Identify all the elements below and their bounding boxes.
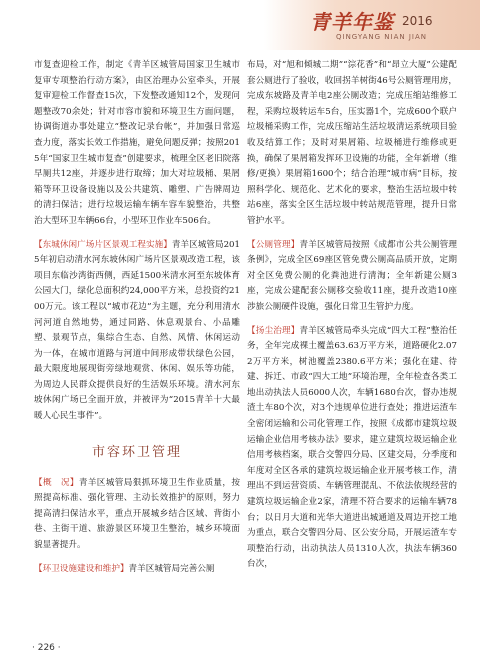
left-column (34, 58, 240, 585)
river-section (34, 238, 240, 425)
logo-year: 2016 (402, 14, 433, 28)
right-column (247, 58, 457, 581)
logo-title: 青羊年鉴 (310, 10, 394, 34)
overview-tag: 【概 况】 (34, 477, 79, 488)
facility-paragraph-cont: 布局，对“旭和倾城二期”“淙花香”和“昂立大厦”公建配套公厕进行了验收，收回拐羊树街46号公厕管理用房，完成东坡路及青羊电2座公厕改造；完成压缩站维修工程，采购垃圾转运车5台，压实器1个，完成600个联户垃圾桶采购工作，完成压缩站生活垃圾清运系统项目验收及结算工作；及时对果屑箱、垃圾桶进行维修或更换，确保了果屑箱发挥环卫设施的功能，全年新增（维修/更换）果屑箱1600个；结合治理“城市病”目标，按照科学化、规范化、艺术化的要求，整治生活垃圾中转站6座，落实全区生活垃圾中转站规范管理，提升日常管护水平。 (247, 60, 457, 226)
page-header (0, 0, 480, 50)
logo-pinyin: QINGYANG NIAN JIAN (336, 33, 427, 41)
toilet-section (247, 238, 457, 316)
toilet-paragraph: 青羊区城管局按照《成都市公共公厕管理条例》，完成全区69座区管免费公厕高品质开放，定期对全区免费公厕的化粪池进行清淘；全年新建公厕3座，完成公建配套公厕移交验收11座，提升改造10座涉旅公厕硬件设施，强化日常卫生管护力度。 (247, 239, 457, 312)
overview-paragraph: 青羊区城管局狠抓环境卫生作业质量，按照提高标准、强化管理、主动长效推护的原则，努力提高清扫保洁水平，重点开展城乡结合区域、背街小巷、主街干道、旅游景区环境卫生整治，城乡环境面貌显著提升。 (34, 477, 240, 551)
page-number: · 226 · (32, 643, 61, 653)
section-title: 市容环卫管理 (91, 444, 182, 460)
dust-tag: 【扬尘治理】 (247, 325, 300, 336)
river-tag: 【东城休闲广场片区景观工程实施】 (34, 239, 172, 250)
river-paragraph: 青羊区城管局2015年初启动清水河东坡休闲广场片区景观改造工程，该项目东临沙湾街西侧，西延1500米清水河至东坡体育公园大门，绿化总面积约24,000平方米，总投资约2100万元。该工程以“城市花边”为主题，充分利用清水河河道自然地势，通过同路、休息观景台、小品雕塑、景观节点，集综合生态、自然、风情、休闲运动为一体，在城市道路与河道中间形成带状绿色公园，最大限度地展现街旁绿地观赏、休闲、娱乐等功能，为周边人民群众提供良好的生活娱乐环境。清水河东坡休闲广场已全面开放，并被评为“2015青羊十大最暖人心民生事件”。 (34, 239, 240, 422)
intro-paragraph: 市复查迎检工作，制定《青羊区城管局国家卫生城市复审专项整治行动方案》，由区治理办公室牵头，开展复审迎检工作督查15次，下发整改通知12个，发现问题整改70余处；针对市容市貌和环境卫生方面问题，协调街道办事处建立“整改记录台帐”，并加强日常巡查力度，落实长效工作措施，避免问题反弹；按照2015年“国家卫生城市复查”创建要求，梳理全区老旧院落早厕共12座，并逐步进行取缔；加大对垃圾桶、果屑箱等环卫设备设施以及公共建筑、雕塑、广告牌周边的清扫保洁；进行垃圾运输车辆车容车貌整治，共整治大型环卫车辆66台，小型环卫作业车506台。 (34, 60, 240, 226)
yearbook-logo (300, 6, 476, 46)
overview-section (34, 476, 240, 554)
toilet-tag: 【公厕管理】 (247, 239, 300, 250)
facility-paragraph-start: 青羊区城管局完善公厕 (128, 563, 215, 574)
dust-paragraph: 青羊区城管局牵头完成“四大工程”整治任务，全年完成裸土覆盖63.63万平方米，道路硬化2.072万平方米，树池覆盖2380.6平方米；强化在建、待建、拆迁、市政“四大工地”环境治理，全年检查各类工地出动执法人员6000人次，车辆1680台次，督办违规渣土车80个次，对3个违规单位进行查处；推进运渣车全密闭运输和公司化管理工作，按照《成都市建筑垃圾运输企业信用考核办法》要求，建立建筑垃圾运输企业信用考核档案，联合交警四分局、区建交局，分季度和年度对全区各承的建筑垃圾运输企业开展考核工作，清理出不到运营资质、车辆管理混乱、不依法依规经营的建筑垃圾运输企业2家，清理不符合要求的运输车辆78台；以日月大道和光华大道进出城通道及周边开挖工地为重点，联合交警四分局、区公安分局，开展运渣车专项整治行动，出动执法人员1310人次，执法车辆360台次， (247, 325, 457, 570)
facility-section (34, 562, 240, 578)
dust-section (247, 324, 457, 574)
facility-tag: 【环卫设施建设和维护】 (34, 563, 129, 574)
